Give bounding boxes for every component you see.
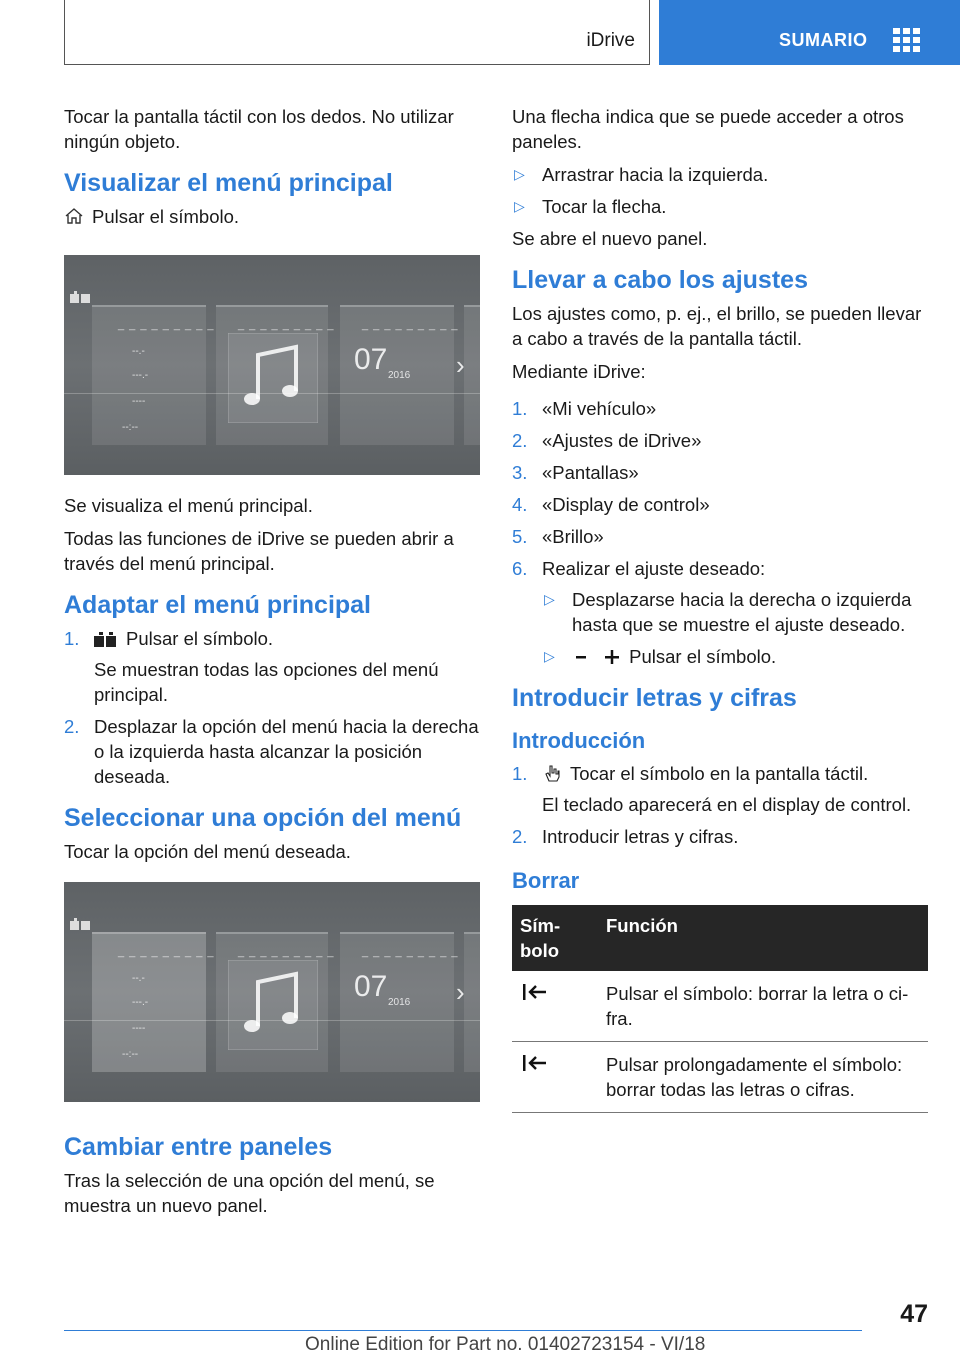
date-day: 07 [354,343,388,376]
paragraph: Mediante iDrive: [512,361,646,382]
menu-adapt-icon [70,918,92,932]
grid-icon [893,28,921,52]
table-cell: Pulsar prolongadamente el símbolo: borrar todas las letras o cifras. [598,1042,928,1113]
tile-label: _ _ _ _ _ _ _ _ _ [238,319,335,331]
list-item: 2. «Ajustes de iDrive» [512,430,702,451]
list-item: 5. «Brillo» [512,526,604,547]
tile-label: _ _ _ _ _ _ _ _ _ [118,319,215,331]
menu-tile-next [464,932,480,1072]
value-text: --.- [132,346,145,357]
home-icon [64,206,84,226]
date-year: 2016 [388,370,411,381]
tile-label: _ _ _ _ _ _ _ _ _ [362,946,459,958]
table-row [512,1042,928,1113]
summary-label: SUMARIO [779,30,868,50]
paragraph: Se visualiza el menú principal. [64,495,313,516]
paragraph: Tras la selección de una opción del menú, se muestra un nuevo panel. [64,1170,435,1216]
list-item: 3. «Pantallas» [512,462,639,483]
paragraph: Pulsar el símbolo. [64,204,480,229]
column-header: Función [598,905,928,971]
paragraph: Tocar la opción del menú deseada. [64,841,351,862]
heading-main-menu: Visualizar el menú principal [64,169,393,197]
value-text: ---.- [132,997,149,1008]
minus-icon [572,648,590,666]
table-cell [512,971,598,1042]
adapt-steps [64,626,480,789]
header-title: iDrive [586,30,635,51]
triangle-bullet-icon: ▷ [544,591,555,607]
table-cell: Pulsar el símbolo: borrar la letra o cifra. [598,971,928,1042]
music-icon [228,333,318,423]
menu-tile-next [464,305,480,445]
value-text: --:-- [122,1049,139,1060]
date-day: 07 [354,970,388,1003]
heading-adapt-menu: Adaptar el menú principal [64,591,372,619]
list-item: ▷ Arrastrar hacia la izquierda. [514,164,769,185]
value-text: --.- [132,973,145,984]
list-item: 1. Pulsar el símbolo. Se muestran todas las opciones del menú principal. [64,626,480,707]
right-column [512,104,928,1113]
backspace-icon [520,981,550,1003]
column-header: Símbolo [512,905,598,971]
sub-steps [542,587,928,669]
delete-table [512,905,928,1113]
list-item: 1. Tocar el símbolo en la pantalla táctil. El teclado aparecerá en el display de control. [512,761,928,817]
menu-adapt-icon [94,632,118,648]
page-number: 47 [900,1300,928,1328]
backspace-icon [520,1052,550,1074]
list-item: 4. «Display de control» [512,494,710,515]
settings-steps [512,396,928,669]
menu-adapt-icon [70,291,92,305]
left-column [64,104,480,1226]
arrow-bullets [512,162,928,219]
plus-icon [603,648,621,666]
music-icon [228,960,318,1050]
heading-switch-panels: Cambiar entre paneles [64,1133,333,1161]
footer-divider [64,1330,862,1331]
paragraph: Tocar la pantalla táctil con los dedos. No utilizar ningún objeto. [64,106,454,152]
value-text: ---- [132,1023,146,1034]
triangle-bullet-icon: ▷ [544,648,555,664]
tile-label: _ _ _ _ _ _ _ _ _ [118,946,215,958]
screenshot-main-menu [64,255,480,475]
chevron-right-icon: › [456,977,465,1007]
heading-settings: Llevar a cabo los ajustes [512,266,808,294]
value-text: ---.- [132,370,149,381]
heading-select-option: Seleccionar una opción del menú [64,804,462,832]
table-cell [512,1042,598,1113]
touch-hand-icon [542,763,562,783]
list-item: ▷ Tocar la flecha. [514,196,667,217]
intro-steps [512,761,928,849]
list-item-extra: El teclado aparecerá en el display de control. [542,794,912,815]
list-item: ▷ Pulsar el símbolo. [544,646,777,667]
heading-letters: Introducir letras y cifras [512,684,797,712]
table-row [512,971,928,1042]
list-item: 2. Introducir letras y cifras. [512,826,739,847]
list-item: 2. Desplazar la opción del menú hacia la derecha o la izquierda hasta alcanzar la posición deseada. [64,716,479,787]
summary-button[interactable] [659,0,960,65]
header-box [64,0,650,65]
heading-intro: Introducción [512,728,646,753]
paragraph: Todas las funciones de iDrive se pueden abrir a través del menú principal. [64,528,454,574]
table-header-row [512,905,928,971]
heading-delete: Borrar [512,868,580,893]
list-item: 1. «Mi vehículo» [512,398,657,419]
chevron-right-icon: › [456,350,465,380]
value-text: ---- [132,396,146,407]
footer-edition: Online Edition for Part no. 01402723154 - VI/18 [305,1334,706,1355]
paragraph: Los ajustes como, p. ej., el brillo, se pueden llevar a cabo a través de la pantalla táctil. [512,303,922,349]
screenshot-select-option [64,882,480,1102]
paragraph: Una flecha indica que se puede acceder a otros paneles. [512,106,904,152]
tile-label: _ _ _ _ _ _ _ _ _ [238,946,335,958]
triangle-bullet-icon: ▷ [514,198,525,214]
list-item: ▷ Desplazarse hacia la derecha o izquierda hasta que se muestre el ajuste deseado. [544,589,912,635]
list-item: 6. Realizar el ajuste deseado: ▷ Desplazarse hacia la derecha o izquierda hasta que se muestre el ajuste deseado. ▷ Pulsar el símbolo. [512,556,928,669]
paragraph: Se abre el nuevo panel. [512,228,708,249]
tile-label: _ _ _ _ _ _ _ _ _ [362,319,459,331]
value-text: --:-- [122,422,139,433]
list-item-extra: Se muestran todas las opciones del menú principal. [94,659,439,705]
date-year: 2016 [388,997,411,1008]
triangle-bullet-icon: ▷ [514,166,525,182]
